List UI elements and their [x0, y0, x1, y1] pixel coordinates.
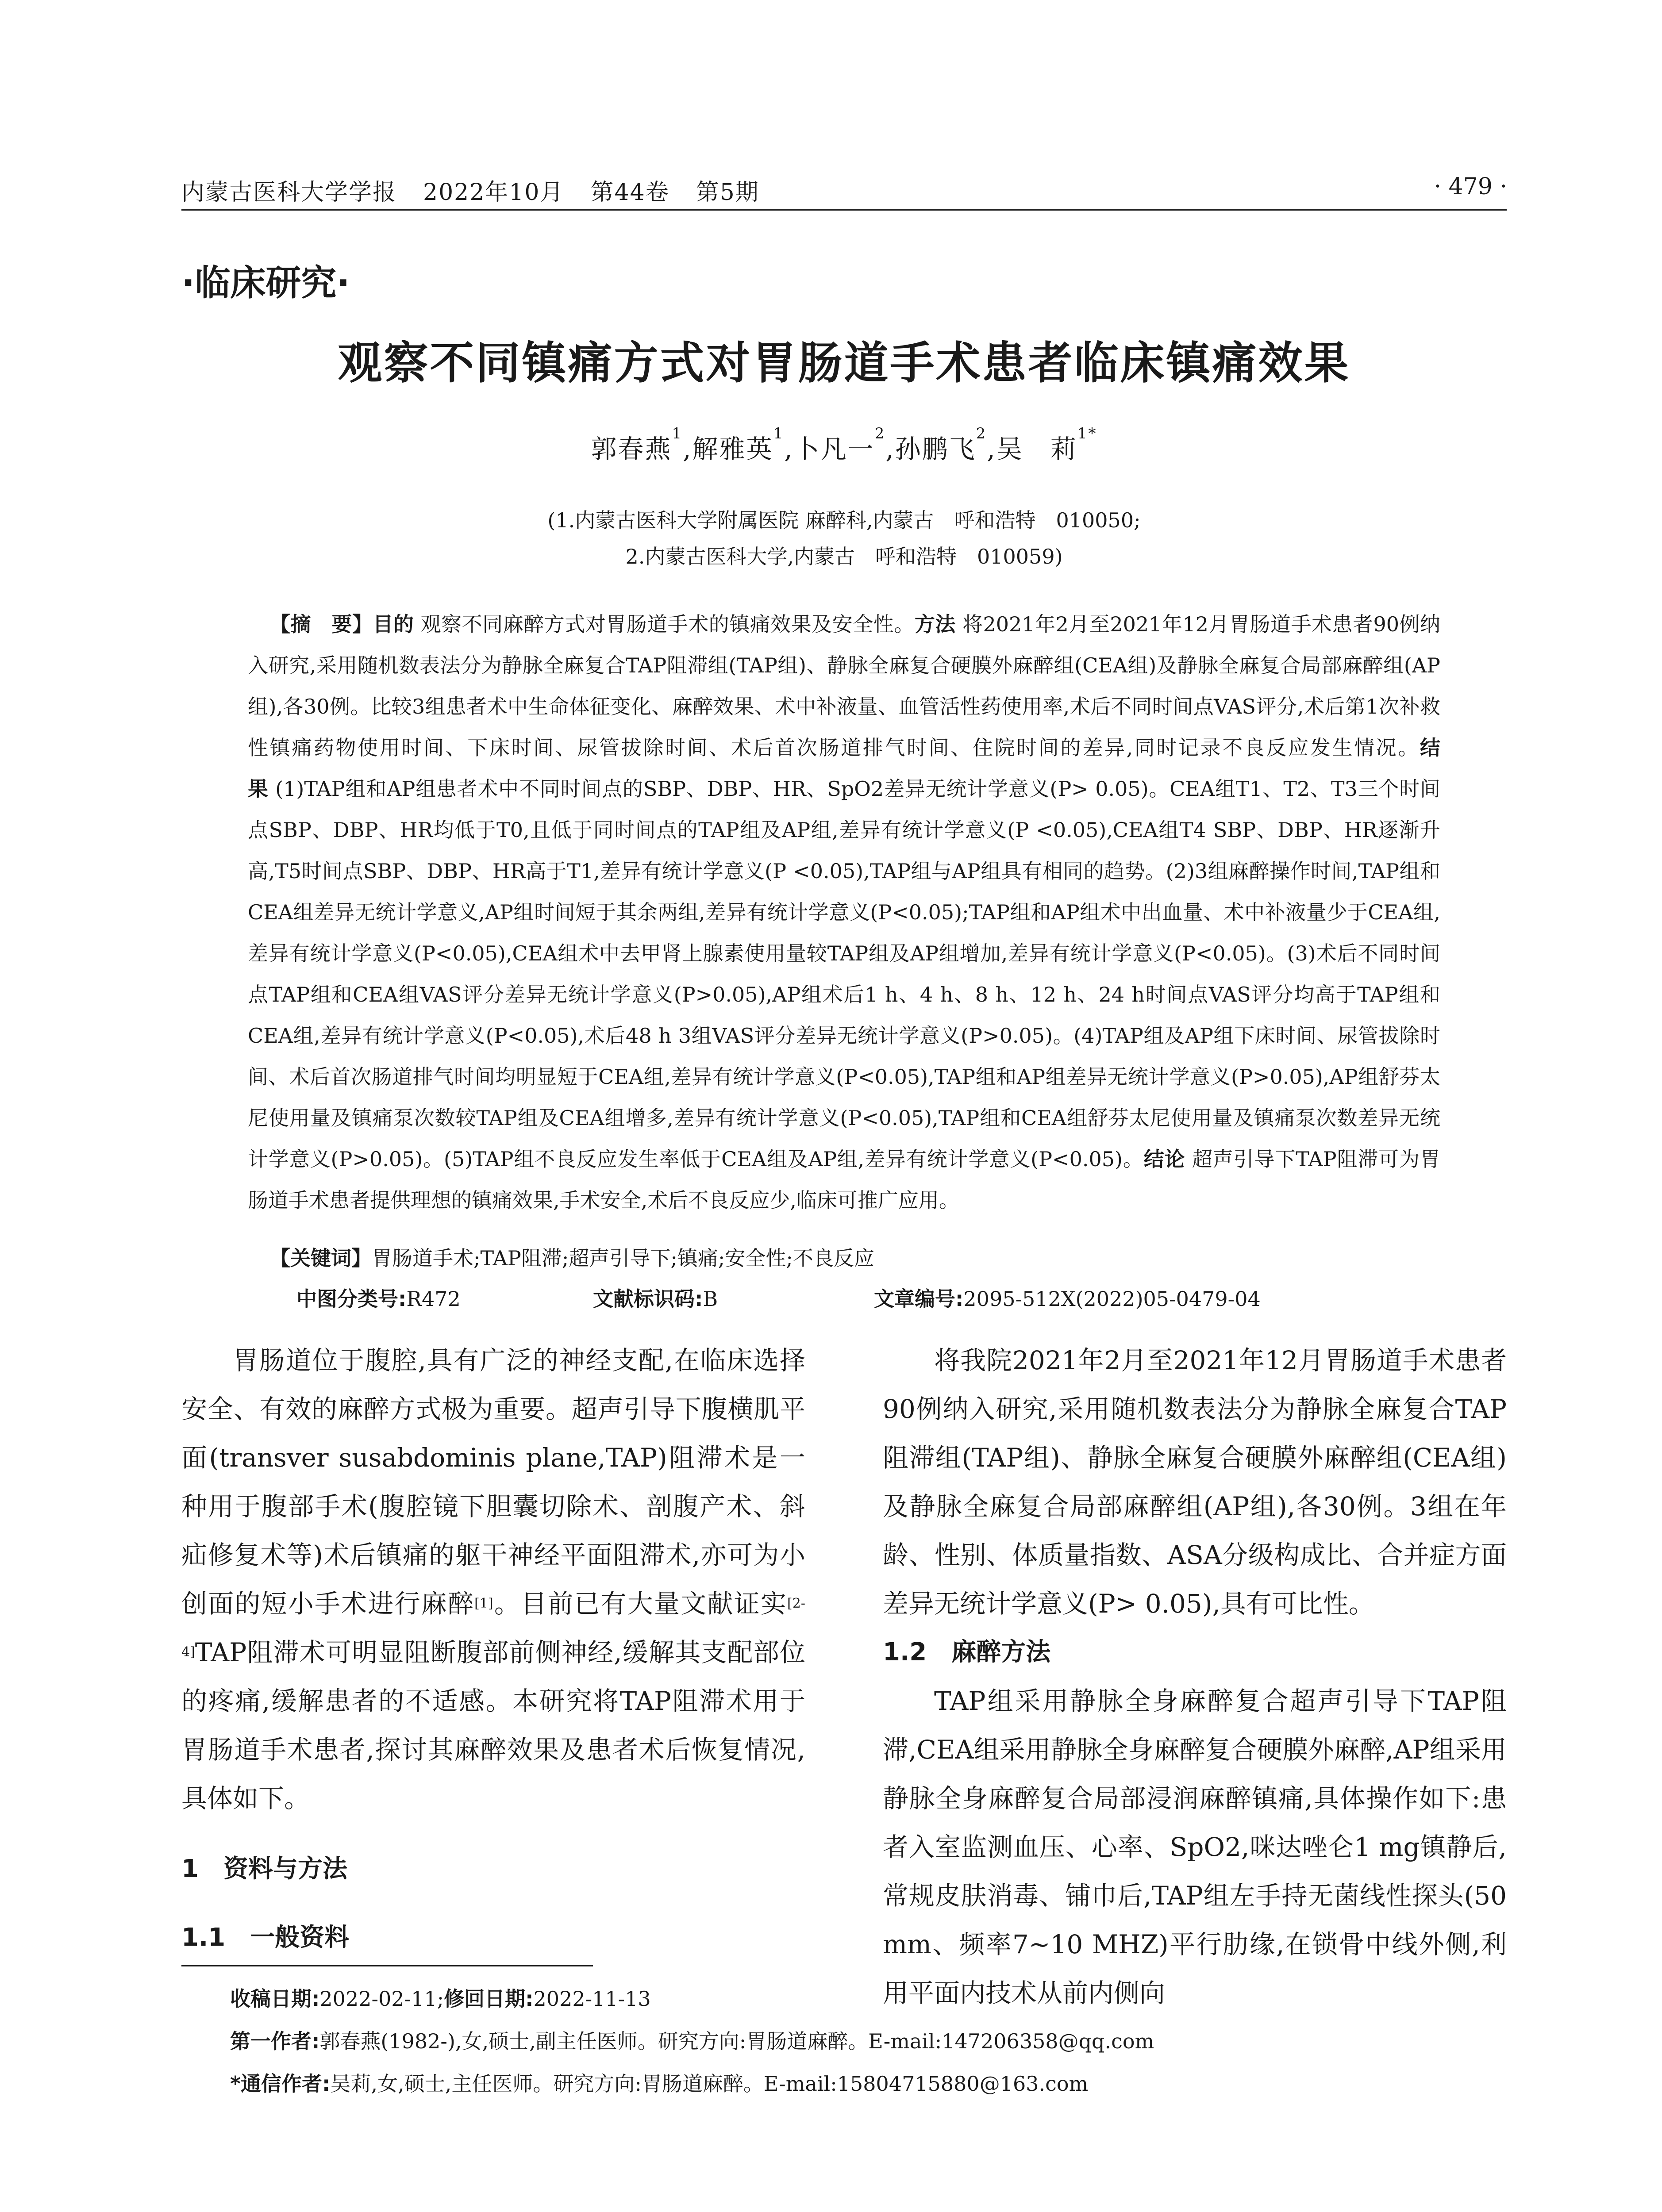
corresponding-info: 吴莉,女,硕士,主任医师。研究方向:胃肠道麻醉。E-mail:15804715880@163.com	[330, 2072, 1089, 2096]
first-author-footnote	[230, 2020, 1509, 2062]
author-affiliation-mark: 1*	[1077, 425, 1097, 442]
conclusion-text: 超声引导下TAP阻滞可为胃肠道手术患者提供理想的镇痛效果,手术安全,术后不良反应少,临床可推广应用。	[248, 1147, 1440, 1212]
corresponding-author-footnote	[230, 2062, 1509, 2105]
conclusion-label: 结论	[1143, 1147, 1185, 1171]
intro-text: TAP阻滞术可明显阻断腹部前侧神经,缓解其支配部位的疼痛,缓解患者的不适感。本研究将TAP阻滞术用于胃肠道手术患者,探讨其麻醉效果及患者术后恢复情况,具体如下。	[181, 1637, 805, 1813]
objective-label: 目的	[373, 612, 414, 636]
received-date: 2022-02-11	[319, 1987, 437, 2011]
article-title: 观察不同镇痛方式对胃肠道手术患者临床镇痛效果	[338, 337, 1350, 389]
abstract	[248, 604, 1440, 1221]
keywords-label: 【关键词】	[270, 1246, 372, 1270]
author-name: 卜凡一	[793, 434, 875, 464]
volume: 第44卷	[590, 179, 669, 206]
header-rule	[181, 209, 1507, 211]
author-affiliation-mark: 1	[672, 425, 683, 442]
revised-date: 2022-11-13	[533, 1987, 651, 2011]
author-affiliation-mark: 2	[976, 425, 987, 442]
clc-value: R472	[406, 1287, 461, 1311]
issue-date: 2022年10月	[423, 179, 564, 206]
clc-number	[296, 1283, 461, 1312]
author-name: 吴 莉	[996, 434, 1077, 464]
citation: [1]	[474, 1596, 493, 1611]
author-affiliation-mark: 2	[874, 425, 886, 442]
author-name: 郭春燕	[591, 434, 672, 464]
article-number-label: 文章编号:	[874, 1287, 964, 1311]
journal-name: 内蒙古医科大学学报	[181, 179, 397, 206]
revised-label: 修回日期:	[444, 1987, 534, 2011]
results-text: (1)TAP组和AP组患者术中不同时间点的SBP、DBP、HR、SpO2差异无统计学意义(P> 0.05)。CEA组T1、T2、T3三个时间点SBP、DBP、HR均低于T0,且低于同时间点的TAP组及AP组,差异有统计学意义(P <0.05),CEA组T4 SBP、DBP、HR逐渐升高,T5时间点SBP、DBP、HR高于T1,差异有统计学意义(P <0.05),TAP组与AP组具有相同的趋势。(2)3组麻醉操作时间,TAP组和CEA组差异无统计学意义,AP组时间短于其余两组,差异有统计学意义(P<0.05);TAP组和AP组术中出血量、术中补液量少于CEA组,差异有统计学意义(P<0.05),CEA组术中去甲肾上腺素使用量较TAP组及AP组增加,差异有统计学意义(P<0.05)。(3)术后不同时间点TAP组和CEA组VAS评分差异无统计学意义(P>0.05),AP组术后1 h、4 h、8 h、12 h、24 h时间点VAS评分均高于TAP组和CEA组,差异有统计学意义(P<0.05),术后48 h 3组VAS评分差异无统计学意义(P>0.05)。(4)TAP组及AP组下床时间、尿管拔除时间、术后首次肠道排气时间均明显短于CEA组,差异有统计学意义(P<0.05),TAP组和AP组差异无统计学意义(P>0.05),AP组舒芬太尼使用量及镇痛泵次数较TAP组及CEA组增多,差异有统计学意义(P<0.05),TAP组和CEA组舒芬太尼使用量及镇痛泵次数差异无统计学意义(P>0.05)。(5)TAP组不良反应发生率低于CEA组及AP组,差异有统计学意义(P<0.05)。	[248, 777, 1440, 1171]
first-author-info: 郭春燕(1982-),女,硕士,副主任医师。研究方向:胃肠道麻醉。E-mail:147206358@qq.com	[319, 2029, 1154, 2053]
author-name: 孙鹏飞	[895, 434, 976, 464]
corresponding-label: *通信作者:	[230, 2072, 331, 2096]
author-affiliation-mark: 1	[773, 425, 785, 442]
subsection-heading: 1.1 一般资料	[181, 1923, 350, 1952]
affiliation-line: 2.内蒙古医科大学,内蒙古 呼和浩特 010059)	[625, 545, 1063, 568]
article-number-value: 2095-512X(2022)05-0479-04	[963, 1287, 1261, 1311]
body-paragraph: TAP组采用静脉全身麻醉复合超声引导下TAP阻滞,CEA组采用静脉全身麻醉复合硬膜外麻醉,AP组采用静脉全身麻醉复合局部浸润麻醉镇痛,具体操作如下:患者入室监测血压、心率、SpO2,咪达唑仑1 mg镇静后,常规皮肤消毒、铺巾后,TAP组左手持无菌线性探头(50 mm、频率7~10 MHZ)平行肋缘,在锁骨中线外侧,利用平面内技术从前内侧向	[883, 1686, 1507, 2008]
doc-code-value: B	[703, 1287, 718, 1311]
body-paragraph: 将我院2021年2月至2021年12月胃肠道手术患者90例纳入研究,采用随机数表法分为静脉全麻复合TAP阻滞组(TAP组)、静脉全麻复合硬膜外麻醉组(CEA组)及静脉全麻复合局部麻醉组(AP组),各30例。3组在年龄、性别、体质量指数、ASA分级构成比、合并症方面差异无统计学意义(P> 0.05),具有可比性。	[883, 1345, 1507, 1619]
intro-text: 。目前已有大量文献证实	[493, 1589, 788, 1619]
footnotes	[230, 1978, 1509, 2105]
affiliation-line: (1.内蒙古医科大学附属医院 麻醉科,内蒙古 呼和浩特 010050;	[547, 508, 1141, 532]
methods-text: 将2021年2月至2021年12月胃肠道手术患者90例纳入研究,采用随机数表法分为静脉全麻复合TAP阻滞组(TAP组)、静脉全麻复合硬膜外麻醉组(CEA组)及静脉全麻复合局部麻醉组(AP组),各30例。比较3组患者术中生命体征变化、麻醉效果、术中补液量、血管活性药使用率,术后不同时间点VAS评分,术后第1次补救性镇痛药物使用时间、下床时间、尿管拔除时间、术后首次肠道排气时间、住院时间的差异,同时记录不良反应发生情况。	[248, 612, 1441, 760]
footnote-rule	[181, 1965, 593, 1966]
received-label: 收稿日期:	[230, 1987, 320, 2011]
methods-label: 方法	[914, 612, 956, 636]
section-heading: 1 资料与方法	[181, 1855, 347, 1883]
article-number	[874, 1283, 1261, 1312]
intro-text: 胃肠道位于腹腔,具有广泛的神经支配,在临床选择安全、有效的麻醉方式极为重要。超声引导下腹横肌平面(transver susabdominis plane,TAP)阻滞术是一种用于腹部手术(腹腔镜下胆囊切除术、剖腹产术、斜疝修复术等)术后镇痛的躯干神经平面阻滞术,亦可为小创面的短小手术进行麻醉	[181, 1345, 805, 1619]
results-label: 结果	[248, 736, 1440, 801]
keywords	[248, 1242, 1440, 1271]
doc-code-label: 文献标识码:	[593, 1287, 703, 1311]
page-number: · 479 ·	[1434, 173, 1507, 200]
objective-text: 观察不同麻醉方式对胃肠道手术的镇痛效果及安全性。	[420, 612, 915, 636]
running-header	[181, 173, 786, 207]
issue: 第5期	[696, 179, 759, 206]
clc-label: 中图分类号:	[296, 1287, 407, 1311]
first-author-label: 第一作者:	[230, 2029, 320, 2053]
author-name: 解雅英	[692, 434, 773, 464]
left-column	[181, 1336, 805, 1823]
right-column	[883, 1336, 1507, 2017]
author-list: 郭春燕$^1$,解雅英$^1$,卜凡一$^2$,孙鹏飞$^2$,吴 莉$^{1*}$	[591, 425, 1097, 464]
keywords-text: 胃肠道手术;TAP阻滞;超声引导下;镇痛;安全性;不良反应	[372, 1246, 874, 1270]
dates-footnote: 收稿日期:2022-02-11;修回日期:2022-11-13	[230, 1987, 651, 2011]
document-code	[593, 1283, 718, 1312]
section-label: ·临床研究·	[181, 262, 350, 303]
intro-paragraph	[181, 1336, 805, 1823]
citation: [2-4]	[181, 1596, 805, 1660]
abstract-label: 【摘 要】	[270, 612, 373, 636]
subsection-heading: 1.2 麻醉方法	[883, 1638, 1051, 1667]
